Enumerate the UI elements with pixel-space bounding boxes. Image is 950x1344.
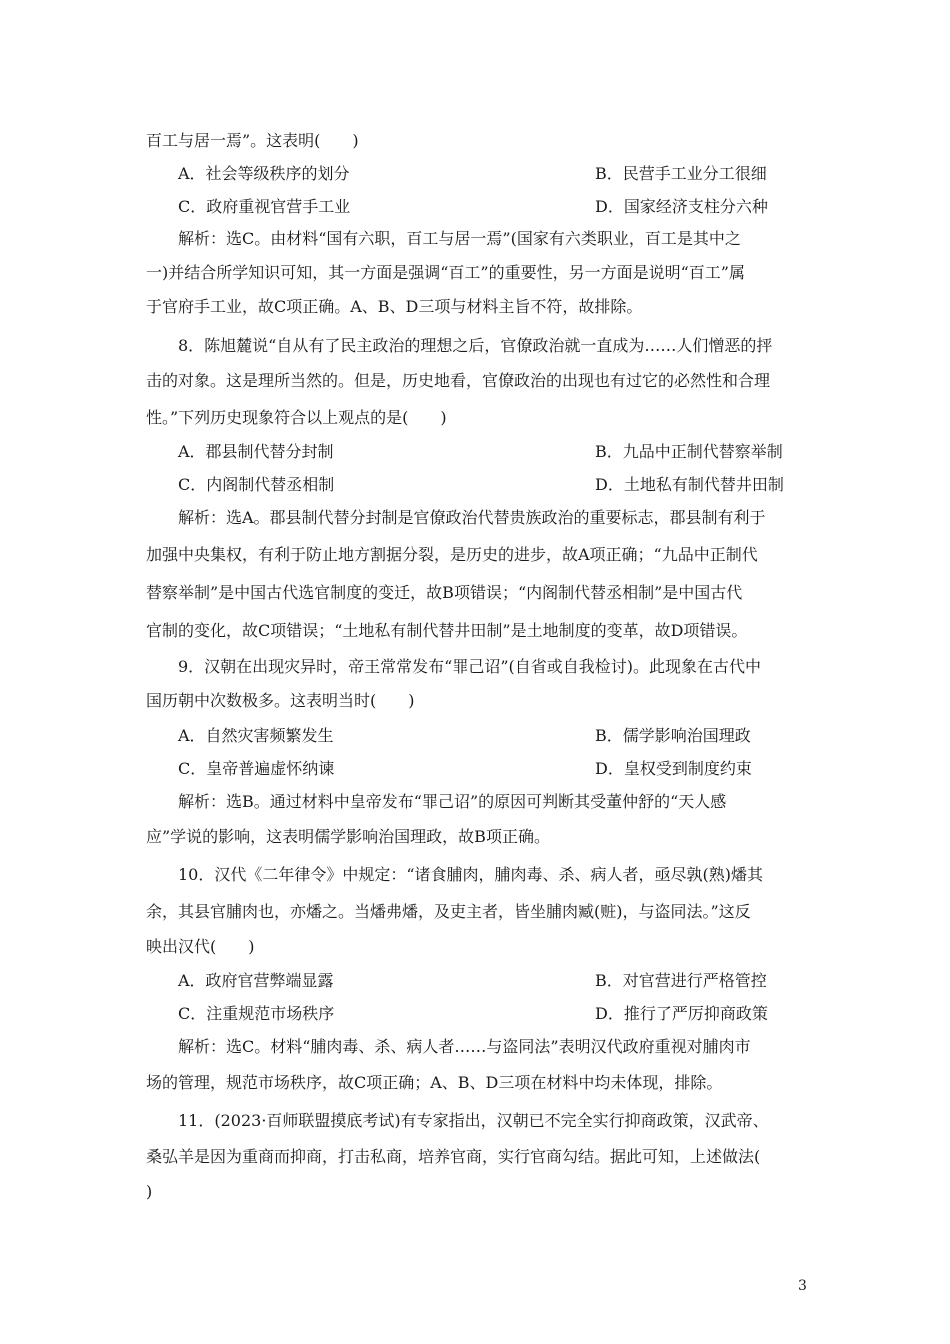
q8-analysis-line: 加强中央集权，有利于防止地方割据分裂，是历史的进步，故A项正确；“九品中正制代 [146,545,758,564]
q10-stem-line: 映出汉代( ) [146,937,255,956]
q7-option-d: D．国家经济支柱分六种 [595,197,768,216]
q8-option-d: D．土地私有制代替井田制 [595,475,784,494]
q7-analysis-line: 于官府手工业，故C项正确。A、B、D三项与材料主旨不符，故排除。 [146,297,643,316]
q8-option-a: A．郡县制代替分封制 [178,442,334,461]
q9-stem-line: 国历朝中次数极多。这表明当时( ) [146,691,415,710]
q10-option-d: D．推行了严厉抑商政策 [595,1004,768,1023]
q7-stem-tail: 百工与居一焉”。这表明( ) [146,131,359,150]
q8-analysis-line: 官制的变化，故C项错误；“土地私有制代替井田制”是土地制度的变革，故D项错误。 [146,621,748,640]
q9-option-d: D．皇权受到制度约束 [595,759,752,778]
q8-option-b: B．九品中正制代替察举制 [595,442,783,461]
q9-option-c: C．皇帝普遍虚怀纳谏 [178,759,335,778]
q7-option-a: A．社会等级秩序的划分 [178,164,350,183]
q10-analysis-line: 场的管理，规范市场秩序，故C项正确；A、B、D三项在材料中均未体现，排除。 [146,1073,723,1092]
q11-stem-line: 11．(2023·百师联盟摸底考试)有专家指出，汉朝已不完全实行抑商政策，汉武帝、 [178,1111,769,1130]
q8-stem-line: 击的对象。这是理所当然的。但是，历史地看，官僚政治的出现也有过它的必然性和合理 [146,371,771,390]
q9-analysis-line: 应”学说的影响，这表明儒学影响治国理政，故B项正确。 [146,827,550,846]
q10-option-b: B．对官营进行严格管控 [595,971,767,990]
q9-analysis-line: 解析：选B。通过材料中皇帝发布“罪己诏”的原因可判断其受董仲舒的“天人感 [178,792,727,811]
q10-option-c: C．注重规范市场秩序 [178,1004,335,1023]
page-number: 3 [798,1278,807,1294]
q8-analysis-line: 替察举制”是中国古代选官制度的变迁，故B项错误；“内阁制代替丞相制”是中国古代 [146,583,743,602]
q9-option-b: B．儒学影响治国理政 [595,726,751,745]
q9-option-a: A．自然灾害频繁发生 [178,726,334,745]
q7-option-b: B．民营手工业分工很细 [595,164,767,183]
q7-option-c: C．政府重视官营手工业 [178,197,351,216]
q10-option-a: A．政府官营弊端显露 [178,971,334,990]
q10-analysis-line: 解析：选C。材料“脯肉毒、杀、病人者……与盗同法”表明汉代政府重视对脯肉市 [178,1037,751,1056]
q8-stem-line: 性。”下列历史现象符合以上观点的是( ) [146,408,447,427]
q8-option-c: C．内阁制代替丞相制 [178,475,335,494]
q10-stem-line: 10．汉代《二年律令》中规定：“诸食脯肉，脯肉毒、杀、病人者，亟尽孰(熟)燔其 [178,865,764,884]
q7-analysis-line: 解析：选C。由材料“国有六职，百工与居一焉”(国家有六类职业，百工是其中之 [178,229,741,248]
q10-stem-line: 余，其县官脯肉也，亦燔之。当燔弗燔，及吏主者，皆坐脯肉臧(赃)，与盗同法。”这反 [146,902,751,921]
q11-stem-line: 桑弘羊是因为重商而抑商，打击私商，培养官商，实行官商勾结。据此可知，上述做法( [146,1147,761,1166]
q8-analysis-line: 解析：选A。郡县制代替分封制是官僚政治代替贵族政治的重要标志，郡县制有利于 [178,508,766,527]
q8-stem-line: 8．陈旭麓说“自从有了民主政治的理想之后，官僚政治就一直成为……人们憎恶的抨 [178,336,773,355]
q9-stem-line: 9．汉朝在出现灾异时，帝王常常发布“罪己诏”(自省或自我检讨)。此现象在古代中 [178,657,762,676]
q11-stem-line: ) [146,1182,153,1201]
q7-analysis-line: 一)并结合所学知识可知，其一方面是强调“百工”的重要性，另一方面是说明“百工”属 [146,263,745,282]
